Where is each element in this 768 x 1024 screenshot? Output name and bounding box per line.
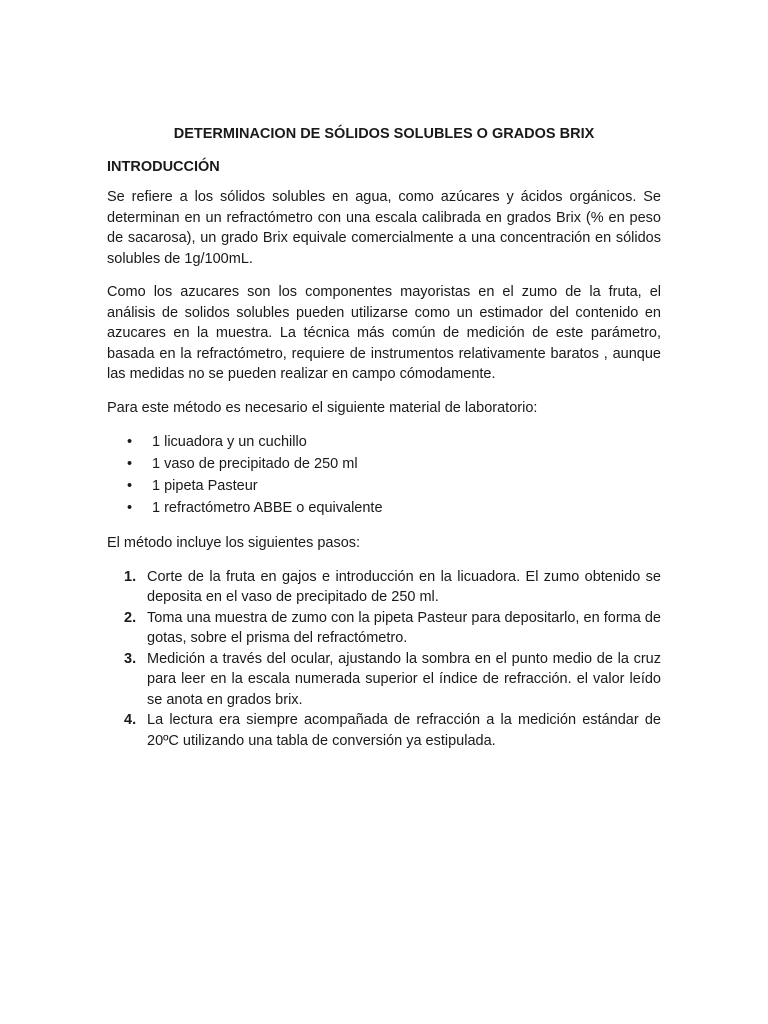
bullet-icon: • xyxy=(127,500,133,516)
step-item xyxy=(107,710,661,751)
step-number: 1. xyxy=(124,568,137,585)
materials-intro: Para este método es necesario el siguiente material de laboratorio: xyxy=(107,399,538,416)
step-item xyxy=(107,567,661,608)
steps-list xyxy=(107,567,661,752)
bullet-icon: • xyxy=(127,434,133,450)
list-item-text: 1 refractómetro ABBE o equivalente xyxy=(152,500,383,516)
list-item xyxy=(107,431,661,453)
step-text: Medición a través del ocular, ajustando la sombra en el punto medio de la cruz para leer en la escala numerada superior el índice de refracción. el valor leído se anota en grados brix. xyxy=(147,650,661,708)
step-number: 3. xyxy=(124,650,137,667)
step-text: La lectura era siempre acompañada de refracción a la medición estándar de 20ºC utilizando una tabla de conversión ya estipulada. xyxy=(147,712,661,749)
steps-intro: El método incluye los siguientes pasos: xyxy=(107,535,361,551)
list-item xyxy=(107,453,661,475)
step-item xyxy=(107,608,661,649)
list-item xyxy=(107,475,661,497)
step-text: Corte de la fruta en gajos e introducción en la licuadora. El zumo obtenido se deposita en el vaso de precipitado de 250 ml. xyxy=(147,568,661,605)
intro-paragraph-2: Como los azucares son los componentes mayoristas en el zumo de la fruta, el análisis de solidos solubles pueden utilizarse como un estimador del contenido en azucares en la muestra. La técnica más común de medición de este parámetro, basada en la refractómetro, requiere de instrumentos relativamente baratos , aunque las medidas no se pueden realizar en campo cómodamente. xyxy=(107,284,661,382)
intro-paragraph-1: Se refiere a los sólidos solubles en agua, como azúcares y ácidos orgánicos. Se determinan en un refractómetro con una escala calibrada en grados Brix (% en peso de sacarosa), un grado Brix equivale comercialmente a una concentración en sólidos solubles de 1g/100mL. xyxy=(107,189,661,267)
document-page xyxy=(107,124,661,751)
materials-list xyxy=(107,431,661,519)
step-item xyxy=(107,649,661,711)
list-item-text: 1 vaso de precipitado de 250 ml xyxy=(152,456,358,472)
list-item xyxy=(107,497,661,519)
document-title: DETERMINACION DE SÓLIDOS SOLUBLES O GRADOS BRIX xyxy=(173,126,595,142)
list-item-text: 1 licuadora y un cuchillo xyxy=(152,434,307,450)
step-number: 2. xyxy=(124,609,137,626)
step-text: Toma una muestra de zumo con la pipeta Pasteur para depositarlo, en forma de gotas, sobre el prisma del refractómetro. xyxy=(147,609,661,646)
bullet-icon: • xyxy=(127,478,133,494)
list-item-text: 1 pipeta Pasteur xyxy=(152,478,258,494)
step-number: 4. xyxy=(124,712,137,728)
intro-heading: INTRODUCCIÓN xyxy=(107,158,220,175)
bullet-icon: • xyxy=(127,456,133,472)
